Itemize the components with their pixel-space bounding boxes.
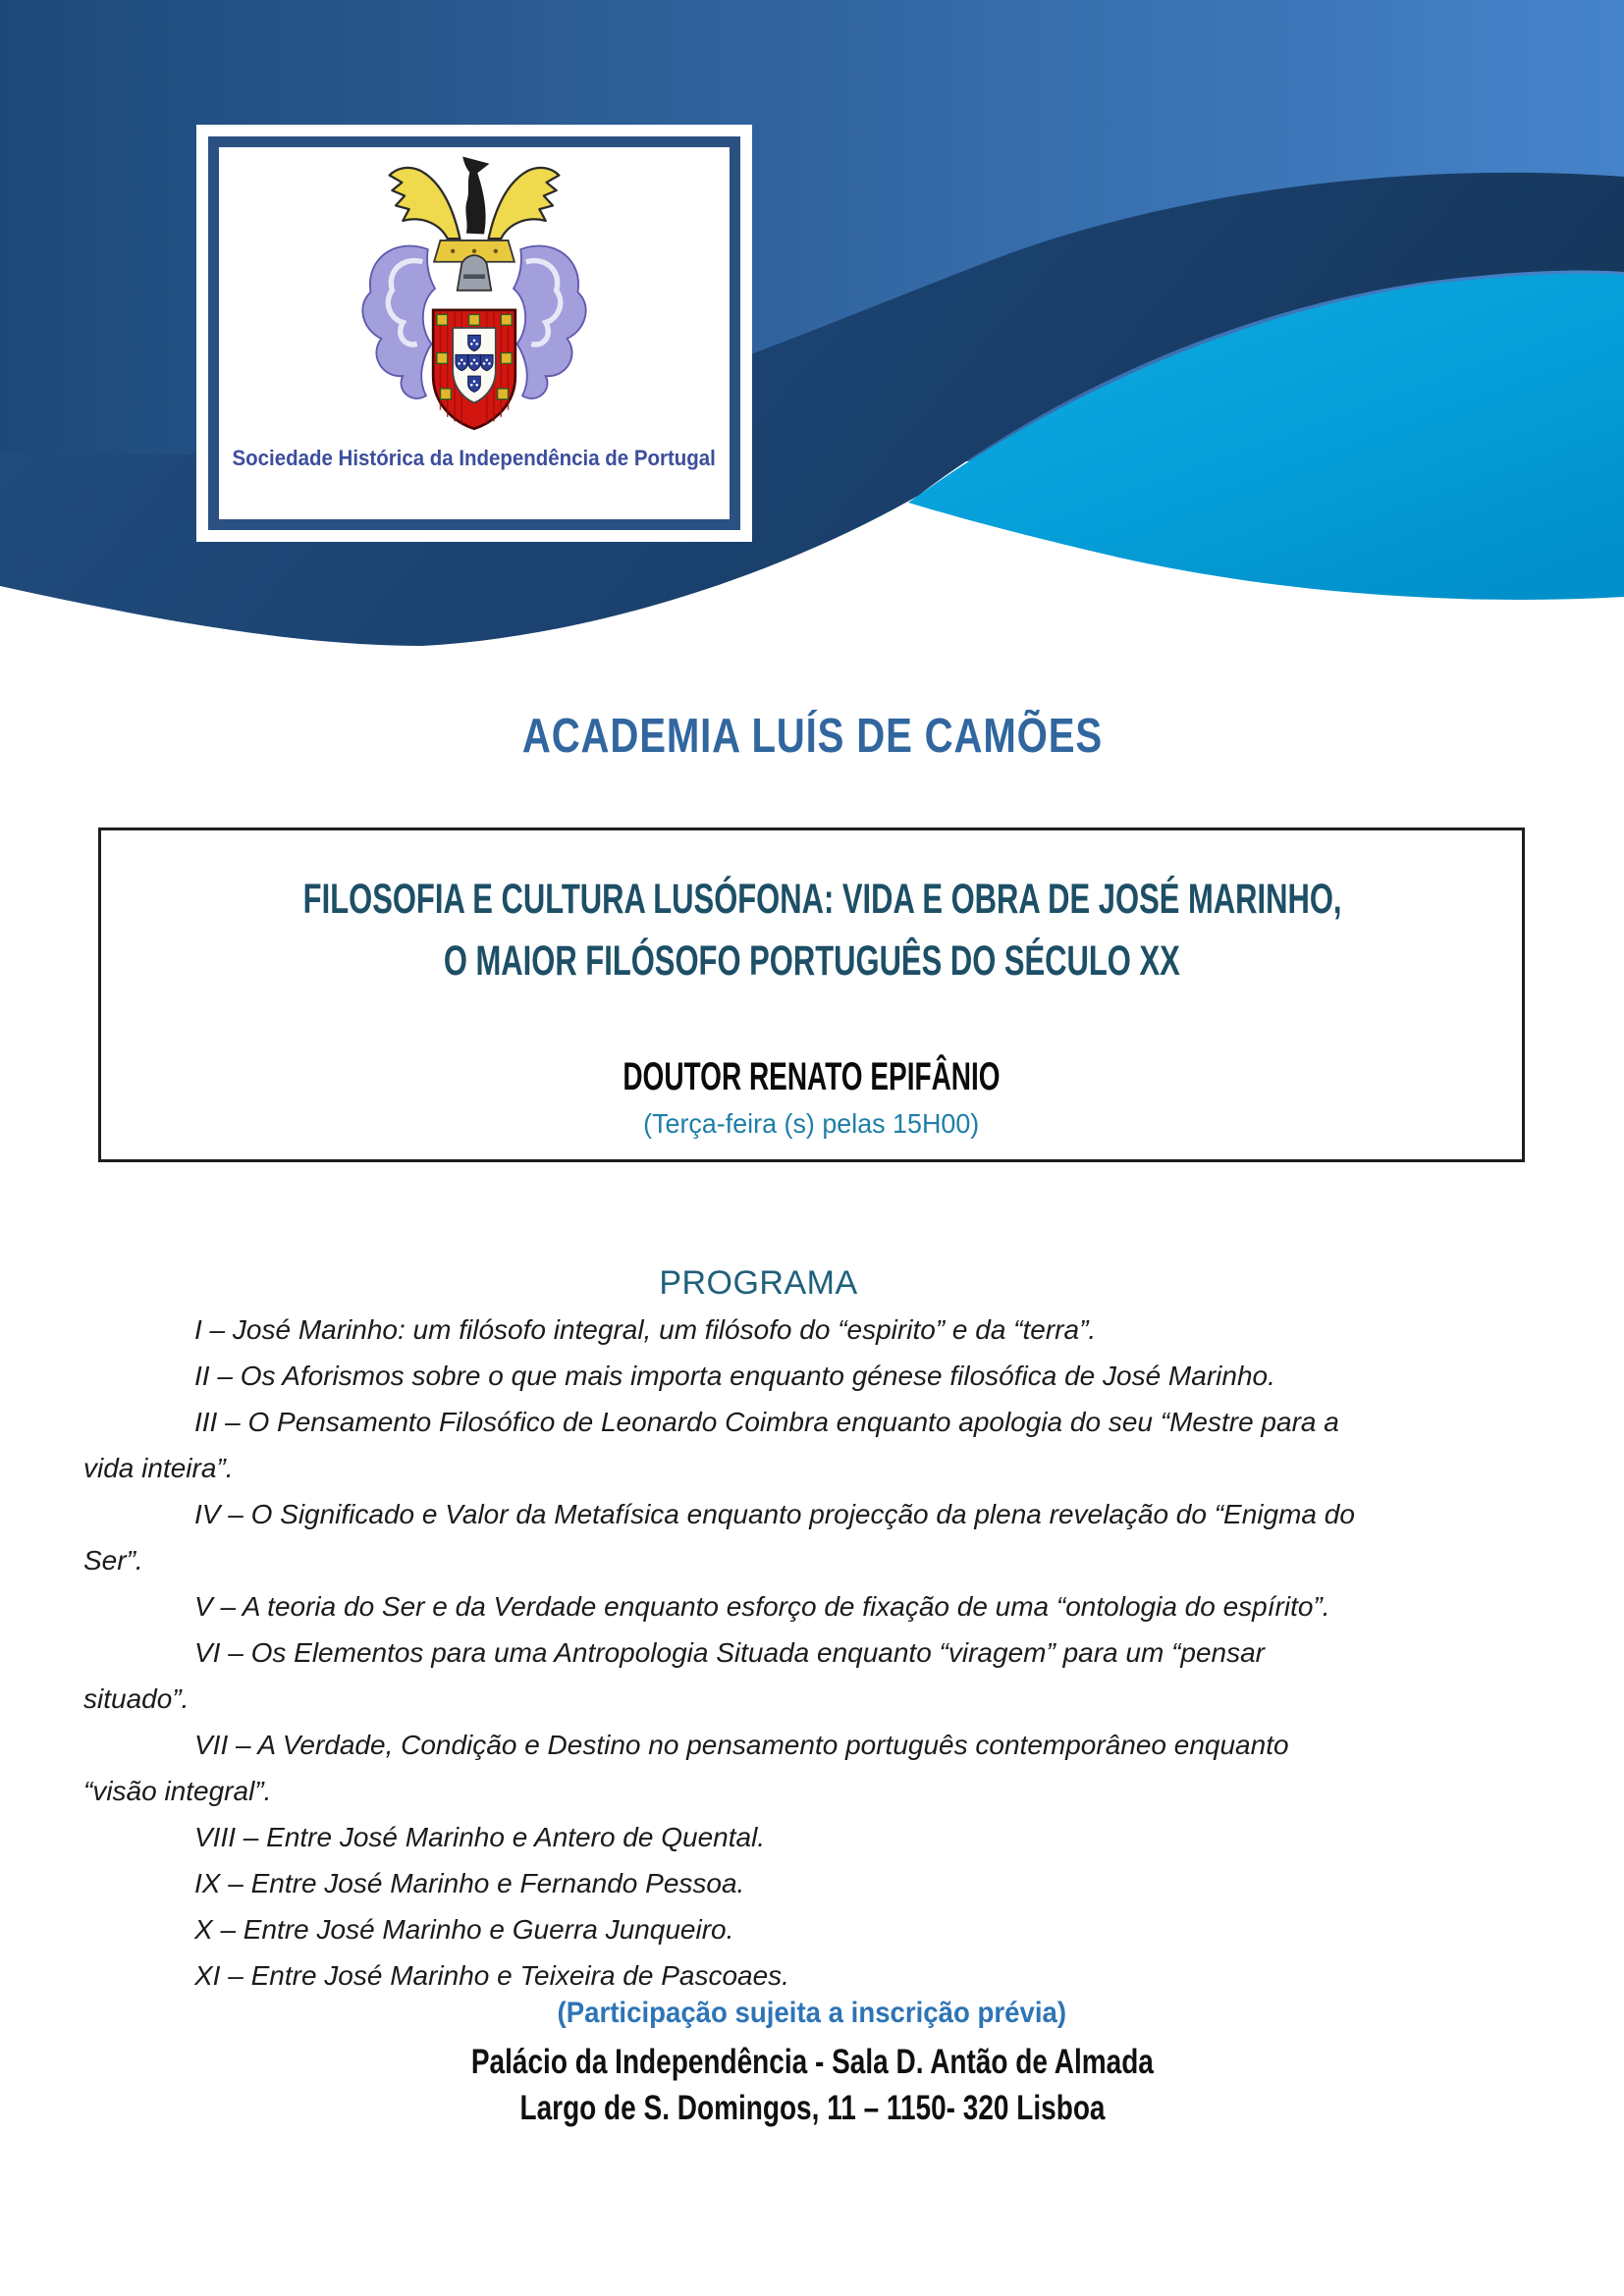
- event-title-line2: O MAIOR FILÓSOFO PORTUGUÊS DO SÉCULO XX: [443, 937, 1180, 985]
- coat-of-arms-icon: [327, 151, 622, 446]
- event-schedule: (Terça-feira (s) pelas 15H00): [643, 1108, 980, 1139]
- event-title-line1: FILOSOFIA E CULTURA LUSÓFONA: VIDA E OBRA DE JOSÉ MARINHO,: [302, 876, 1342, 923]
- academy-title-text: ACADEMIA LUÍS DE CAMÕES: [521, 710, 1103, 763]
- program-line: III – O Pensamento Filosófico de Leonardo Coimbra enquanto apologia do seu “Mestre para a: [194, 1407, 1339, 1437]
- logo-box: [196, 125, 752, 542]
- program-line: I – José Marinho: um filósofo integral, um filósofo do “espirito” e da “terra”.: [194, 1314, 1097, 1345]
- program-line: IX – Entre José Marinho e Fernando Pessoa.: [194, 1868, 745, 1898]
- participation-note: (Participação sujeita a inscrição prévia): [557, 1997, 1067, 2029]
- logo-frame: [208, 136, 740, 530]
- program-lines: [83, 1307, 1556, 1999]
- program-line: XI – Entre José Marinho e Teixeira de Pascoaes.: [194, 1960, 789, 1991]
- program-line: VI – Os Elementos para uma Antropologia Situada enquanto “viragem” para um “pensar: [194, 1637, 1266, 1668]
- program-line: vida inteira”.: [83, 1453, 234, 1483]
- program-line: “visão integral”.: [83, 1776, 272, 1806]
- program-line: II – Os Aforismos sobre o que mais importa enquanto génese filosófica de José Marinho.: [194, 1361, 1275, 1391]
- program-line: VII – A Verdade, Condição e Destino no pensamento português contemporâneo enquanto: [194, 1730, 1289, 1760]
- program-heading: PROGRAMA: [659, 1264, 858, 1302]
- program-line: situado”.: [83, 1683, 189, 1714]
- address-line: Largo de S. Domingos, 11 – 1150- 320 Lisboa: [519, 2089, 1105, 2127]
- program-line: V – A teoria do Ser e da Verdade enquanto esforço de fixação de uma “ontologia do espírito”.: [194, 1591, 1330, 1622]
- event-speaker: DOUTOR RENATO EPIFÂNIO: [623, 1055, 1001, 1098]
- venue-line: Palácio da Independência - Sala D. Antão de Almada: [470, 2043, 1154, 2081]
- program-line: VIII – Entre José Marinho e Antero de Quental.: [194, 1822, 766, 1852]
- program-line: X – Entre José Marinho e Guerra Junqueiro.: [194, 1914, 734, 1945]
- academy-title: [0, 709, 1624, 764]
- event-box: [98, 828, 1525, 1162]
- logo-org-name: Sociedade Histórica da Independência de Portugal: [232, 446, 717, 470]
- program-line: Ser”.: [83, 1545, 143, 1575]
- program-line: IV – O Significado e Valor da Metafísica enquanto projecção da plena revelação do “Enigma do: [194, 1499, 1355, 1529]
